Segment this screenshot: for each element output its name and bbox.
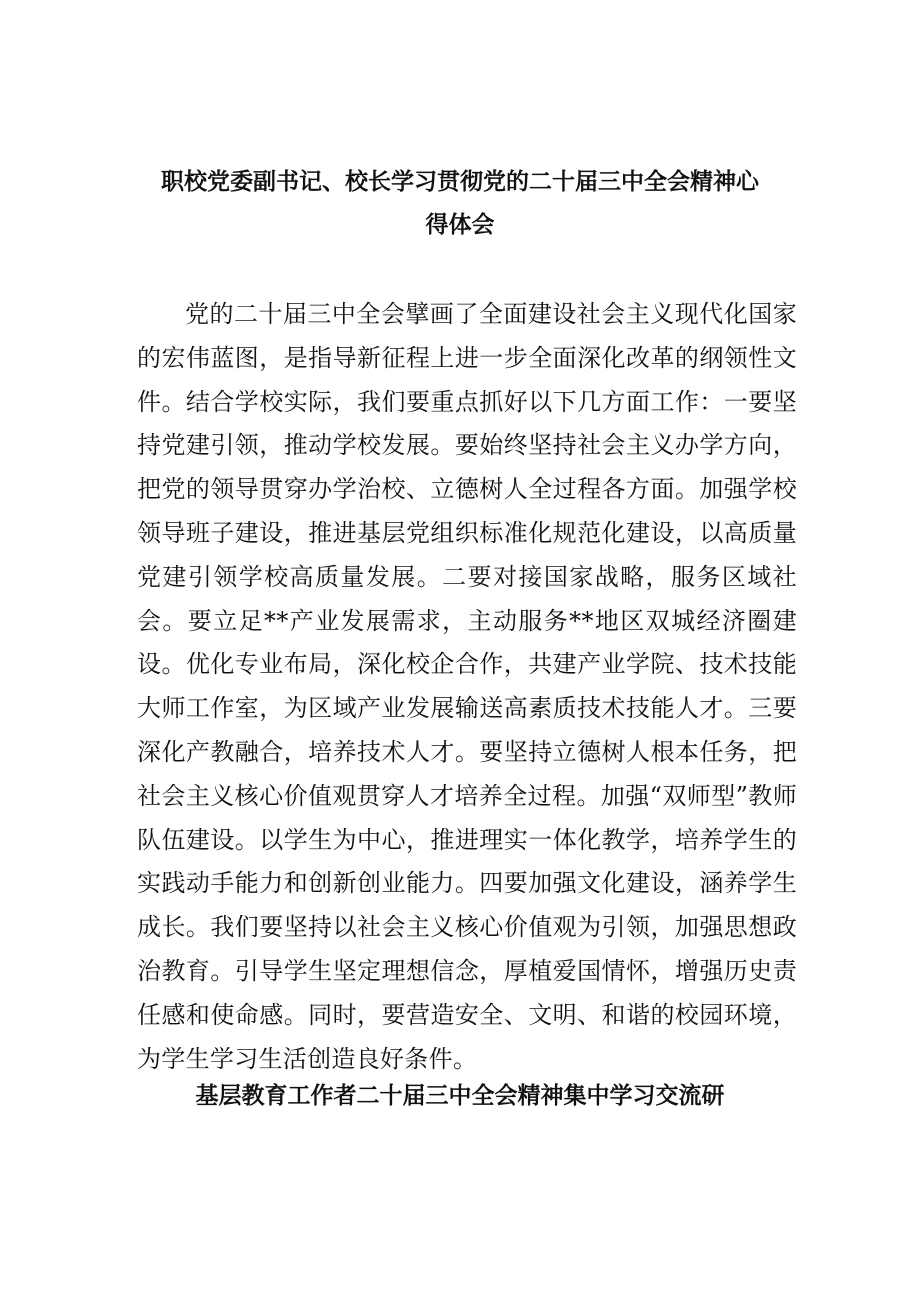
- document-title-line-1: 职校党委副书记、校长学习贯彻党的二十届三中全会精神心: [161, 169, 759, 195]
- document-title-line-2: 得体会: [425, 212, 495, 238]
- document-body-paragraph: 党的二十届三中全会擘画了全面建设社会主义现代化国家的宏伟蓝图，是指导新征程上进一步全面深化改革的纲领性文件。结合学校实际，我们要重点抓好以下几方面工作：一要坚持党建引领，推动学校发展。要始终坚持社会主义办学方向，把党的领导贯穿办学治校、立德树人全过程各方面。加强学校领导班子建设，推进基层党组织标准化规范化建设，以高质量党建引领学校高质量发展。二要对接国家战略，服务区域社会。要立足**产业发展需求，主动服务**地区双城经济圈建设。优化专业布局，深化校企合作，共建产业学院、技术技能大师工作室，为区域产业发展输送高素质技术技能人才。三要深化产教融合，培养技术人才。要坚持立德树人根本任务，把社会主义核心价值观贯穿人才培养全过程。加强“双师型”教师队伍建设。以学生为中心，推进理实一体化教学，培养学生的实践动手能力和创新创业能力。四要加强文化建设，涵养学生成长。我们要坚持以社会主义核心价值观为引领，加强思想政治教育。引导学生坚定理想信念，厚植爱国情怀，增强历史责任感和使命感。同时，要营造安全、文明、和谐的校园环境，为学生学习生活创造良好条件。: [137, 300, 797, 1073]
- next-section-title: 基层教育工作者二十届三中全会精神集中学习交流研: [195, 1083, 725, 1109]
